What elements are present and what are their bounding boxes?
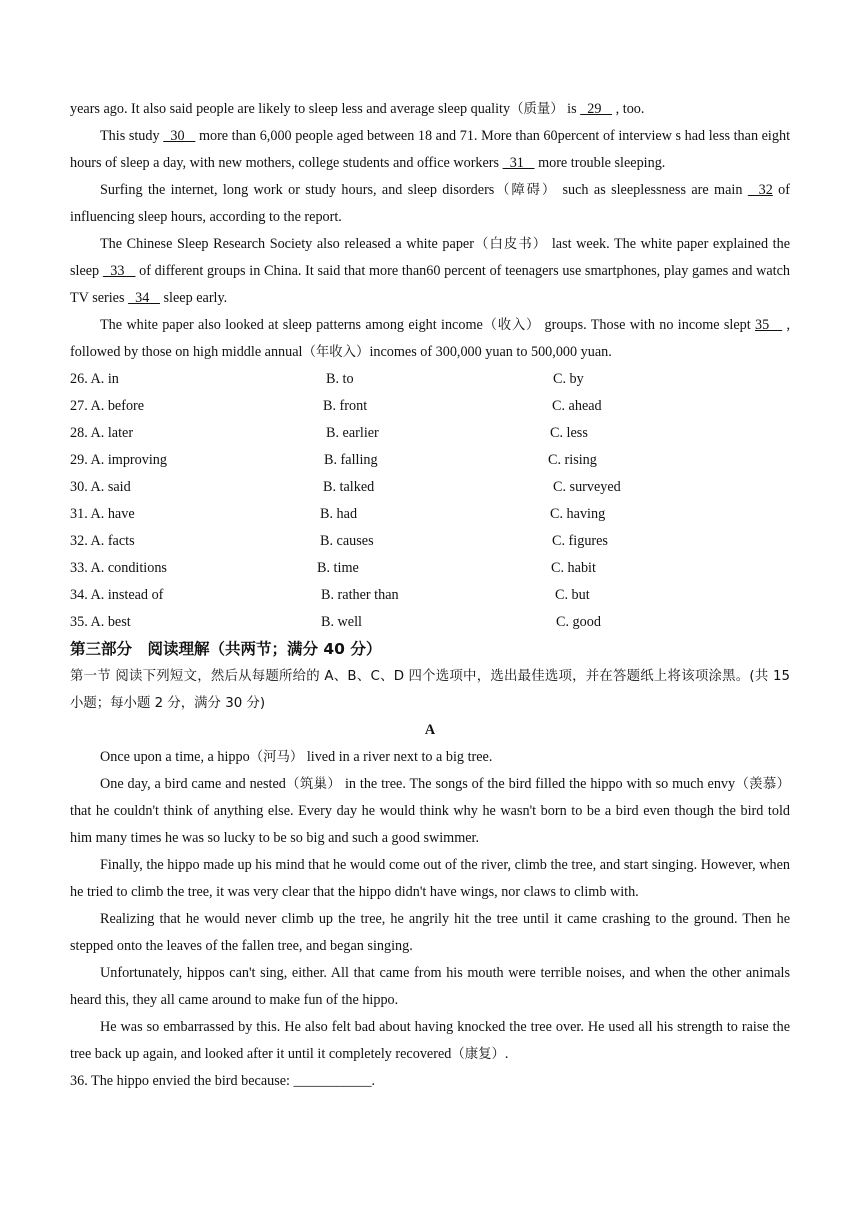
option-a: 27. A. before [70, 398, 145, 414]
blank-30: 30 [163, 128, 196, 144]
section-instruction: 第一节 阅读下列短文，然后从每题所给的 A、B、C、D 四个选项中，选出最佳选项，并在答题纸上将该项涂黑。(共 15 小题；每小题 2 分，满分 30 分) [70, 669, 790, 711]
option-a: 31. A. have [70, 506, 135, 522]
option-c: C. by [553, 371, 584, 387]
option-b: B. causes [320, 533, 374, 549]
option-b: B. falling [324, 452, 378, 468]
option-b: B. talked [323, 479, 375, 495]
option-b: B. earlier [326, 425, 379, 441]
exam-page [70, 96, 790, 1095]
blank-34: 34 [128, 290, 160, 306]
section-title: 第三部分 阅读理解（共两节；满分 40 分） [70, 640, 382, 658]
option-a: 30. A. said [70, 479, 131, 495]
passage-paragraph: The white paper also looked at sleep patterns among eight income（收入） groups. Those with no income slept 35 , followed by those on high middle annual（年收入）incomes of 300,000 yuan to 500,000 yuan. [70, 317, 791, 360]
option-c: C. good [556, 614, 601, 630]
story-paragraph: Once upon a time, a hippo（河马） lived in a river next to a big tree. [100, 749, 493, 765]
option-a: 34. A. instead of [70, 587, 164, 603]
passage-paragraph: This study 30 more than 6,000 people aged between 18 and 71. More than 60percent of interview s had less than eight hours of sleep a day, with new mothers, college students and office workers 31 more trouble sleeping. [70, 128, 791, 171]
option-a: 33. A. conditions [70, 560, 167, 576]
option-c: C. but [555, 587, 590, 603]
option-b: B. time [317, 560, 359, 576]
option-b: B. had [320, 506, 358, 522]
option-row [70, 501, 790, 528]
option-a: 32. A. facts [70, 533, 135, 549]
option-row [70, 393, 790, 420]
story-paragraph: Finally, the hippo made up his mind that he would come out of the river, climb the tree, and start singing. However, when he tried to climb the tree, it was very clear that the hippo didn't have wings, nor claws to climb with. [70, 857, 790, 900]
story-paragraph: One day, a bird came and nested（筑巢） in the tree. The songs of the bird filled the hippo with so much envy（羡慕） that he couldn't think of anything else. Every day he would think why he wasn't born to be a bird even though the bird told him many times he was so lucky to be so big and such a good swimmer. [70, 776, 791, 846]
option-c: C. figures [552, 533, 608, 549]
blank-35: 35 [754, 317, 783, 333]
option-row [70, 474, 790, 501]
blank-29: 29 [580, 101, 613, 117]
question-36: 36. The hippo envied the bird because: ___________. [70, 1073, 376, 1089]
option-row [70, 555, 790, 582]
option-a: 28. A. later [70, 425, 134, 441]
option-c: C. less [550, 425, 588, 441]
passage-paragraph: years ago. It also said people are likely to sleep less and average sleep quality（质量） is 29 , too. [70, 101, 645, 117]
option-row [70, 447, 790, 474]
story-paragraph: He was so embarrassed by this. He also felt bad about having knocked the tree over. He used all his strength to raise the tree back up again, and looked after it until it completely recovered（康复）. [70, 1019, 790, 1062]
option-b: B. to [326, 371, 354, 387]
options-list [70, 366, 790, 636]
option-c: C. habit [551, 560, 596, 576]
passage-paragraph: Surfing the internet, long work or study hours, and sleep disorders（障碍） such as sleeplessness are main 32 of influencing sleep hours, according to the report. [70, 182, 791, 225]
option-b: B. front [323, 398, 368, 414]
blank-33: 33 [102, 263, 136, 279]
passage-paragraph: The Chinese Sleep Research Society also released a white paper（白皮书） last week. The white paper explained the sleep 33 of different groups in China. It said that more than60 percent of teenagers use smartphones, play games and watch TV series 34 sleep early. [70, 236, 790, 306]
option-c: C. surveyed [553, 479, 621, 495]
option-row [70, 582, 790, 609]
option-row [70, 609, 790, 636]
blank-32: 32 [747, 182, 773, 198]
option-b: B. well [321, 614, 362, 630]
option-a: 35. A. best [70, 614, 131, 630]
option-row [70, 528, 790, 555]
blank-31: 31 [502, 155, 535, 171]
passage-label: A [424, 722, 436, 738]
option-c: C. ahead [552, 398, 602, 414]
option-a: 26. A. in [70, 371, 119, 387]
story-paragraph: Realizing that he would never climb up the tree, he angrily hit the tree until it came crashing to the ground. Then he stepped onto the leaves of the fallen tree, and began singing. [70, 911, 790, 954]
story-paragraph: Unfortunately, hippos can't sing, either. All that came from his mouth were terrible noises, and when the other animals heard this, they all came around to make fun of the hippo. [70, 965, 790, 1008]
option-c: C. rising [548, 452, 597, 468]
option-row [70, 366, 790, 393]
option-b: B. rather than [321, 587, 399, 603]
option-c: C. having [550, 506, 606, 522]
option-row [70, 420, 790, 447]
option-a: 29. A. improving [70, 452, 167, 468]
